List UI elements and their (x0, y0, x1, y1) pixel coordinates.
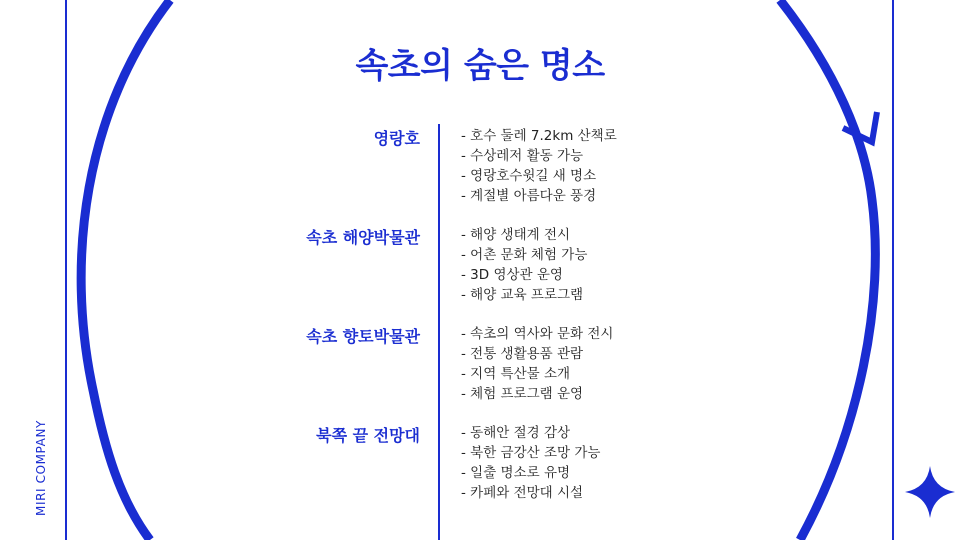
list-item: - 호수 둘레 7.2km 산책로 (461, 128, 617, 144)
section-title: 북쪽 끝 전망대 (316, 426, 420, 445)
list-item: - 해양 교육 프로그램 (461, 287, 584, 303)
section-title: 속초 해양박물관 (306, 228, 420, 247)
section-local-museum (0, 324, 960, 414)
list-item: - 어촌 문화 체험 가능 (461, 247, 588, 263)
section-item-list (461, 225, 587, 305)
section-title: 속초 향토박물관 (306, 327, 420, 346)
section-title: 영랑호 (373, 129, 420, 148)
brand-label: MIRI COMPANY (34, 420, 48, 516)
list-item: - 일출 명소로 유명 (461, 465, 571, 481)
list-item: - 지역 특산물 소개 (461, 366, 571, 382)
list-item: - 3D 영상관 운영 (461, 267, 563, 283)
list-item: - 전통 생활용품 관람 (461, 346, 584, 362)
list-item: - 속초의 역사와 문화 전시 (461, 326, 614, 342)
section-item-list (461, 423, 600, 503)
list-item: - 해양 생태계 전시 (461, 227, 571, 243)
section-yeongnangho (0, 126, 960, 216)
section-item-list (461, 126, 617, 206)
list-item: - 동해안 절경 감상 (461, 425, 571, 441)
section-marine-museum (0, 225, 960, 315)
section-item-list (461, 324, 613, 404)
list-item: - 수상레저 활동 가능 (461, 148, 584, 164)
list-item: - 계절별 아름다운 풍경 (461, 188, 597, 204)
list-item: - 영랑호수윗길 새 명소 (461, 168, 597, 184)
page-title: 속초의 숨은 명소 (355, 46, 605, 86)
list-item: - 체험 프로그램 운영 (461, 386, 584, 402)
list-item: - 카페와 전망대 시설 (461, 485, 584, 501)
list-item: - 북한 금강산 조망 가능 (461, 445, 601, 461)
section-north-observatory (0, 423, 960, 513)
